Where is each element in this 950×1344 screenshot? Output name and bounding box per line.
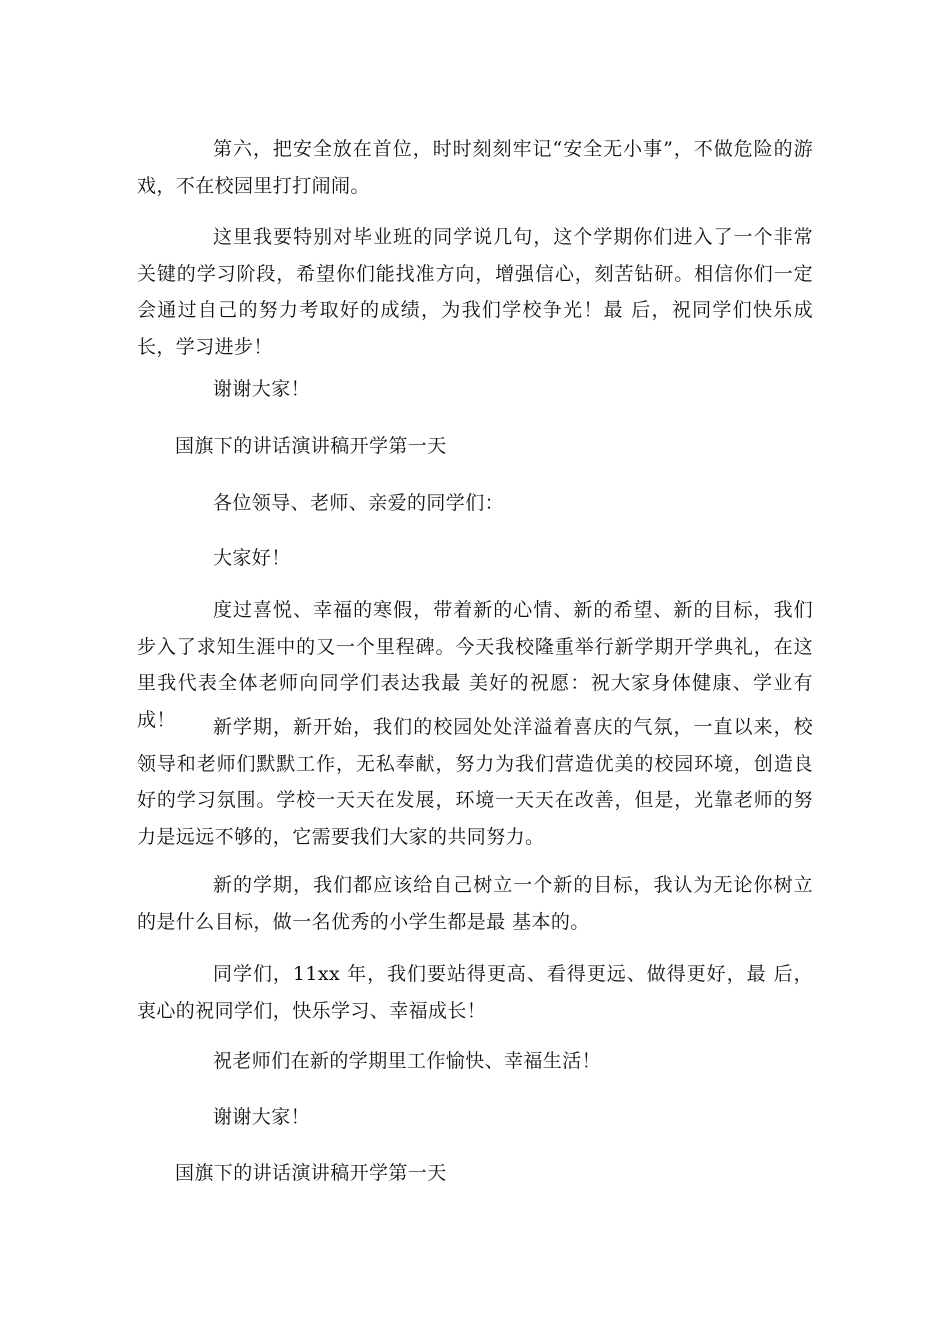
paragraph-new-semester: 新学期，新开始，我们的校园处处洋溢着喜庆的气氛，一直以来，校领导和老师们默默工作，无私奉献，努力为我们营造优美的校园环境，创造良好的学习氛围。学校一天天在发展，环境一天天在改善，但是，光靠老师的努力是远远不够的，它需要我们大家的共同努力。 — [137, 716, 813, 848]
paragraph-new-goals: 新的学期，我们都应该给自己树立一个新的目标，我认为无论你树立的是什么目标，做一名优秀的小学生都是最 基本的。 — [137, 874, 813, 933]
paragraph-graduating-class: 这里我要特别对毕业班的同学说几句，这个学期你们进入了一个非常关键的学习阶段，希望你们能找准方向，增强信心，刻苦钻研。相信你们一定会通过自己的努力考取好的成绩，为我们学校争光！最 后，祝同学们快乐成长，学习进步！ — [137, 226, 813, 358]
paragraph-safety-first: 第六，把安全放在首位，时时刻刻牢记“安全无小事”，不做危险的游戏，不在校园里打打闹闹。 — [137, 138, 813, 197]
paragraph-classmates: 同学们，11xx 年，我们要站得更高、看得更远、做得更好，最 后，衷心的祝同学们，快乐学习、幸福成长！ — [137, 963, 813, 1022]
section-heading-2: 国旗下的讲话演讲稿开学第一天 — [175, 1162, 447, 1184]
paragraph-winter-break: 度过喜悦、幸福的寒假，带着新的心情、新的希望、新的目标，我们步入了求知生涯中的又一个里程碑。今天我校隆重举行新学期开学典礼，在这里我代表全体老师向同学们表达我最 美好的祝愿：祝大家身体健康、学业有成！ — [137, 599, 813, 731]
paragraph-greeting: 大家好！ — [213, 547, 291, 569]
section-heading-1: 国旗下的讲话演讲稿开学第一天 — [175, 435, 447, 457]
paragraph-teachers-wish: 祝老师们在新的学期里工作愉快、幸福生活！ — [213, 1050, 602, 1072]
paragraph-thanks-1: 谢谢大家！ — [213, 378, 311, 400]
paragraph-salutation: 各位领导、老师、亲爱的同学们： — [213, 492, 505, 514]
paragraph-thanks-2: 谢谢大家！ — [213, 1106, 311, 1128]
